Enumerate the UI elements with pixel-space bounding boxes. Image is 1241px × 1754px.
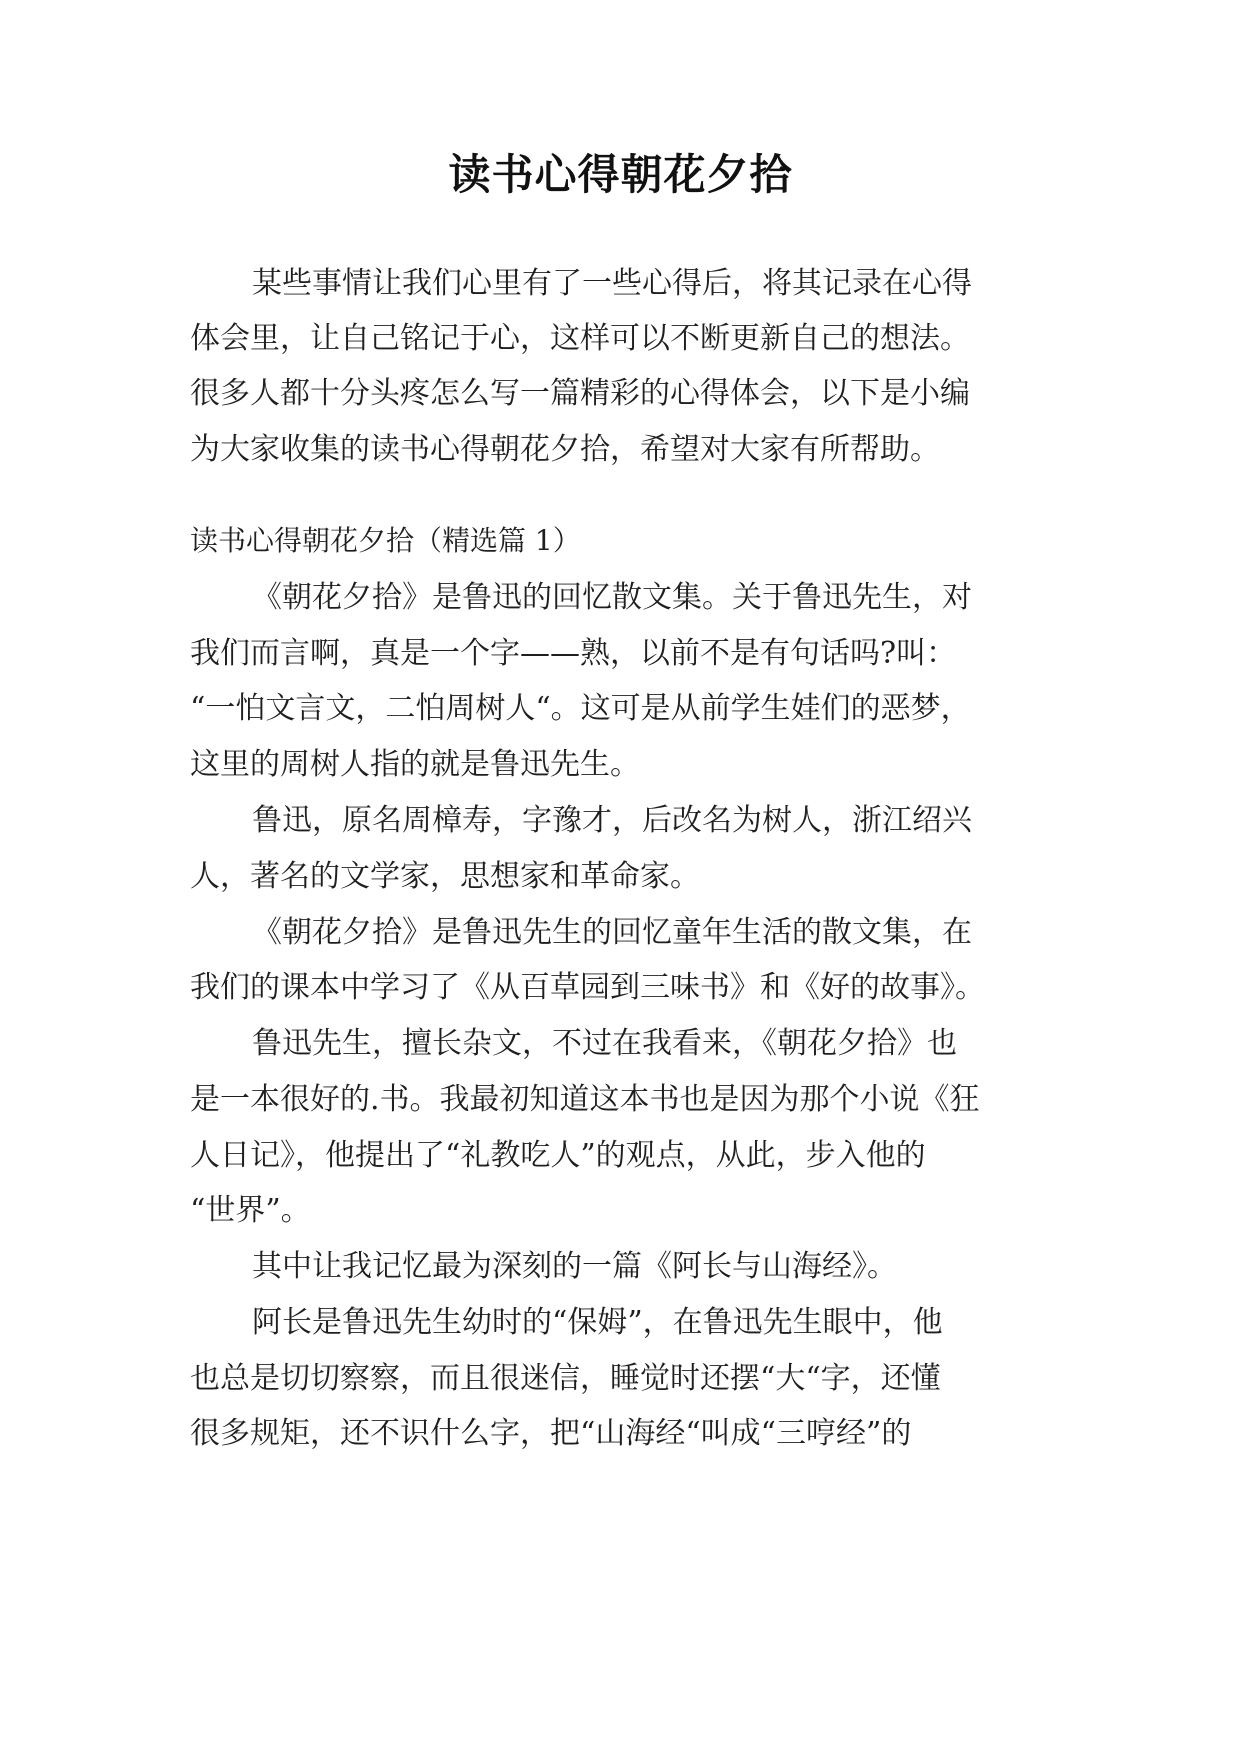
body-line: 人日记》，他提出了“礼教吃人”的观点，从此，步入他的: [190, 1138, 926, 1173]
intro-line: 体会里，让自己铭记于心，这样可以不断更新自己的想法。: [190, 321, 970, 356]
body-line: 其中让我记忆最为深刻的一篇《阿长与山海经》。: [252, 1249, 897, 1284]
body-line: 也总是切切察察，而且很迷信，睡觉时还摆“大“字，还懂: [190, 1361, 941, 1396]
body-line: 鲁迅先生，擅长杂文，不过在我看来，《朝花夕拾》也: [252, 1026, 957, 1061]
body-line: 是一本很好的.书。我最初知道这本书也是因为那个小说《狂: [190, 1082, 980, 1117]
document-title: 读书心得朝花夕拾: [448, 150, 793, 199]
intro-line: 很多人都十分头疼怎么写一篇精彩的心得体会，以下是小编: [190, 376, 970, 411]
body-line: 人，著名的文学家，思想家和革命家。: [190, 859, 700, 894]
intro-line: 为大家收集的读书心得朝花夕拾，希望对大家有所帮助。: [190, 432, 940, 467]
body-line: 我们的课本中学习了《从百草园到三味书》和《好的故事》。: [190, 970, 985, 1005]
body-line: 这里的周树人指的就是鲁迅先生。: [190, 747, 640, 782]
body-line: 我们而言啊，真是一个字——熟，以前不是有句话吗?叫：: [190, 636, 957, 671]
body-line: 鲁迅，原名周樟寿，字豫才，后改名为树人，浙江绍兴: [252, 803, 972, 838]
body-line: “世界”。: [190, 1193, 311, 1228]
body-line: 《朝花夕拾》是鲁迅先生的回忆童年生活的散文集，在: [252, 915, 972, 950]
body-line: 阿长是鲁迅先生幼时的“保姆”，在鲁迅先生眼中，他: [252, 1305, 943, 1340]
body-line: “一怕文言文，二怕周树人“。这可是从前学生娃们的恶梦，: [190, 691, 971, 726]
intro-line: 某些事情让我们心里有了一些心得后，将其记录在心得: [252, 266, 972, 301]
section-title: 读书心得朝花夕拾（精选篇 1）: [190, 524, 581, 557]
body-line: 很多规矩，还不识什么字，把“山海经“叫成“三哼经”的: [190, 1416, 912, 1451]
body-line: 《朝花夕拾》是鲁迅的回忆散文集。关于鲁迅先生，对: [252, 580, 972, 615]
